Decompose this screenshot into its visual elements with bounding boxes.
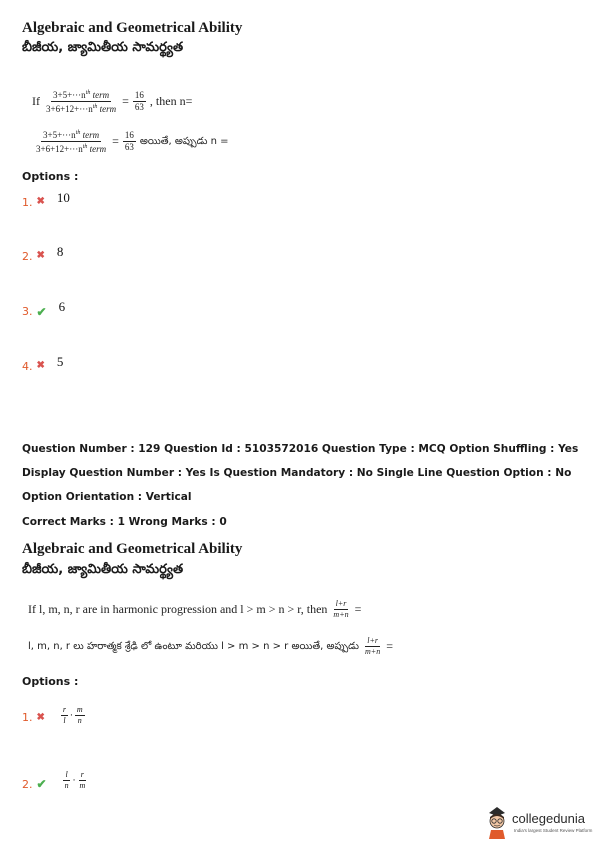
mascot-icon [484,805,510,839]
rhs-fraction: $\frac{16}{63}$ [134,90,144,112]
rhs-fraction-te: $\frac{16}{63}$ [124,130,134,152]
question-telugu: $\frac{3+5+\cdot\cdot\cdot n^{th} term}{3+6+12+\cdot\cdot\cdot n^{th} term}$ = $\frac{16}{63}$ అయితే, అప్పుడు n = [36,130,229,154]
option-expression: $\frac{r}{l}$ · $\frac{m}{n}$ [62,705,83,725]
meta-line-1: Question Number : 129 Question Id : 5103572016 Question Type : MCQ Option Shuffling : Yes [22,443,579,455]
section-title-2: Algebraic and Geometrical Ability [22,541,243,557]
option-expression: $\frac{l}{n}$ · $\frac{r}{m}$ [64,770,86,790]
question-english: If $\frac{3+5+\cdot\cdot\cdot n^{th} term}{3+6+12+\cdot\cdot\cdot n^{th} term}$ = $\frac{16}{63}$ , then n= [32,90,193,114]
question-telugu-2: l, m, n, r లు హరాత్మక శ్రేఢి లో ఉంటూ మరియు l > m > n > r అయితే, అప్పుడు $\frac{l+r}{m+n}$ = [28,636,393,656]
option-3[interactable]: 3. ✔ 6 [22,299,66,319]
option-4[interactable]: 4. ✖ 5 [22,354,64,373]
question-fraction-te: $\frac{3+5+\cdot\cdot\cdot n^{th} term}{3+6+12+\cdot\cdot\cdot n^{th} term}$ [36,130,107,154]
collegedunia-logo[interactable] [484,805,593,839]
option-2[interactable]: 2. ✖ 8 [22,244,64,263]
cross-icon: ✖ [36,196,45,207]
option-2-2[interactable]: 2. ✔ $\frac{l}{n}$ · $\frac{r}{m}$ [22,770,89,791]
cross-icon: ✖ [36,360,45,371]
logo-tagline: India's largest Student Review Platform [514,828,593,833]
question-english-2: If l, m, n, r are in harmonic progression and l > m > n > r, then $\frac{l+r}{m+n}$ = [28,599,362,619]
question-prefix: If [32,94,40,108]
question-fraction-2: $\frac{l+r}{m+n}$ [333,599,349,619]
meta-line-4: Correct Marks : 1 Wrong Marks : 0 [22,516,227,528]
question-fraction: $\frac{3+5+\cdot\cdot\cdot n^{th} term}{3+6+12+\cdot\cdot\cdot n^{th} term}$ [46,90,117,114]
option-2-1[interactable]: 1. ✖ $\frac{r}{l}$ · $\frac{m}{n}$ [22,705,87,726]
section-title-telugu-2: బీజీయ, జ్యామితీయ సామర్థ్యత [22,562,184,577]
meta-line-3: Option Orientation : Vertical [22,491,192,503]
meta-line-2: Display Question Number : Yes Is Question Mandatory : No Single Line Question Option : No [22,467,572,479]
option-1[interactable]: 1. ✖ 10 [22,190,70,209]
check-icon: ✔ [36,777,47,791]
section-title-telugu: బీజీయ, జ్యామితీయ సామర్థ్యత [22,40,184,55]
check-icon: ✔ [36,305,47,319]
question-suffix: , then n= [149,94,193,108]
question-fraction-te-2: $\frac{l+r}{m+n}$ [365,636,381,656]
options-label-2: Options : [22,675,79,688]
logo-text: collegedunia [512,811,586,826]
question-suffix-te: అయితే, అప్పుడు n = [139,135,229,147]
section-title: Algebraic and Geometrical Ability [22,20,243,36]
cross-icon: ✖ [36,712,45,723]
options-label: Options : [22,170,79,183]
cross-icon: ✖ [36,250,45,261]
